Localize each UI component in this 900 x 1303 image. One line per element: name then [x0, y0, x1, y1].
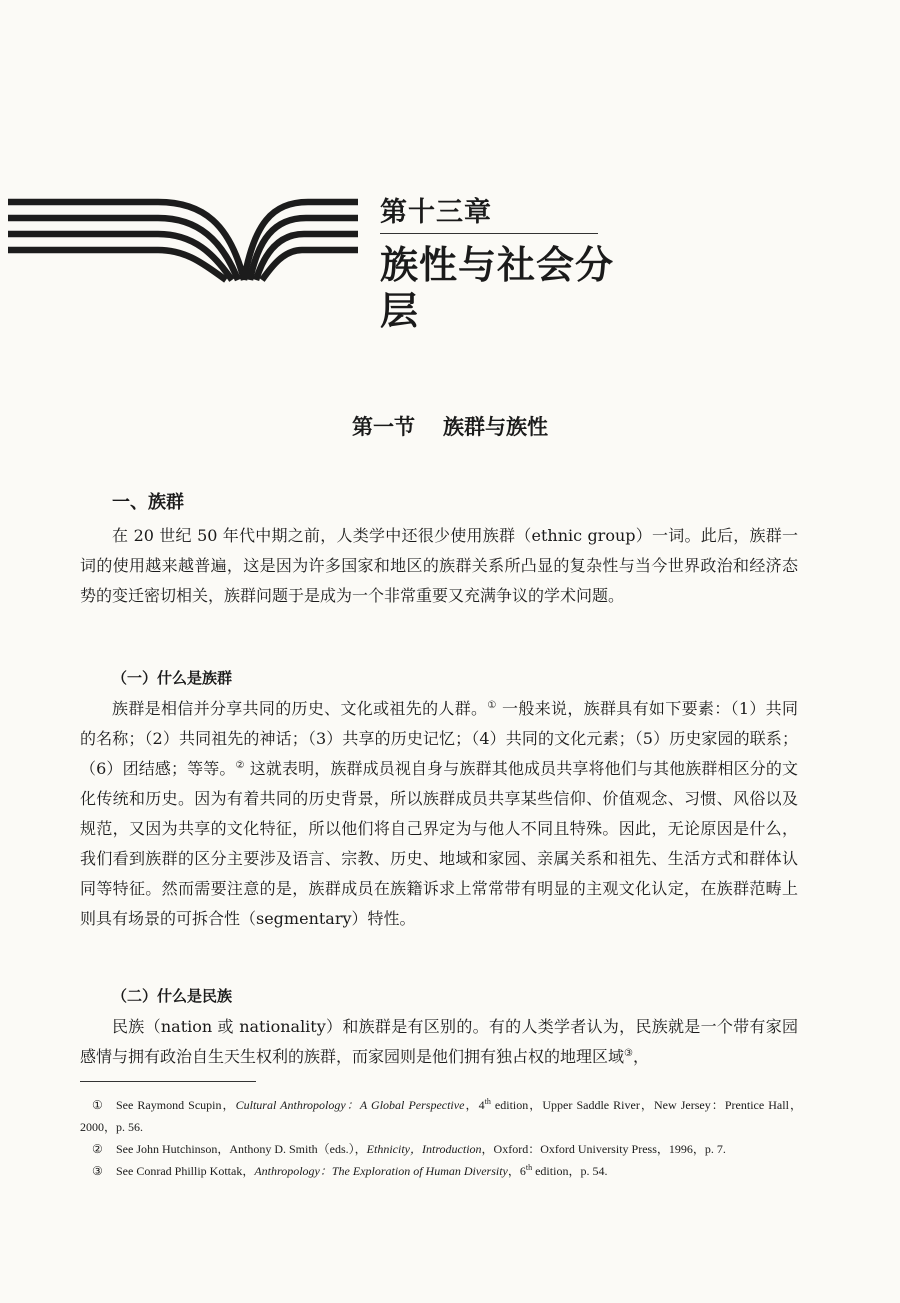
- footnote-book-title: Cultural Anthropology：A Global Perspective: [235, 1098, 465, 1112]
- footnote-divider: [80, 1081, 256, 1082]
- subheading-what-is-ethnic-group: （一）什么是族群: [112, 669, 233, 687]
- footnote-superscript: th: [484, 1097, 491, 1106]
- footnote-item: [80, 1094, 802, 1138]
- footnote-number: ③: [92, 1164, 103, 1178]
- footnote-item: [80, 1160, 802, 1182]
- footnote-text: ，Oxford：Oxford University Press，1996，p. 7.: [481, 1142, 726, 1156]
- footnotes: [80, 1094, 802, 1182]
- subheading-what-is-nation: （二）什么是民族: [112, 987, 233, 1005]
- paragraph-text: 一般来说，族群具有如下要素：（1）共同的名称；（2）共同祖先的神话；（3）共享的历史记忆；（4）共同的文化元素；（5）历史家园的联系；（6）团结感；等等。: [80, 699, 798, 778]
- footnote-text: edition，Upper Saddle River，New Jersey：Prentice Hall，2000，p. 56.: [80, 1098, 802, 1134]
- paragraph-nation-definition: [80, 1012, 798, 1072]
- footnote-text: ，6: [507, 1164, 526, 1178]
- chapter-number: 第十三章: [380, 197, 492, 228]
- paragraph-intro: 在 20 世纪 50 年代中期之前，人类学中还很少使用族群（ethnic group）一词。此后，族群一词的使用越来越普遍，这是因为许多国家和地区的族群关系所凸显的复杂性与当今世界政治和经济态势的变迁密切相关，族群问题于是成为一个非常重要又充满争议的学术问题。: [80, 526, 798, 605]
- footnote-book-title: Ethnicity，Introduction: [366, 1142, 482, 1156]
- book-ornament-icon: [8, 196, 358, 286]
- footnote-book-title: Anthropology：The Exploration of Human Diversity: [254, 1164, 508, 1178]
- paragraph-text: 民族（nation 或 nationality）和族群是有区别的。有的人类学者认为，民族就是一个带有家园感情与拥有政治自生天生权利的族群，而家园则是他们拥有独占权的地理区域: [80, 1017, 798, 1066]
- footnote-superscript: th: [525, 1163, 533, 1172]
- chapter-heading: [380, 195, 630, 334]
- footnote-text: ，4: [464, 1098, 485, 1112]
- section-name: 族群与族性: [443, 415, 548, 439]
- paragraph-text: 族群是相信并分享共同的历史、文化或祖先的人群。: [112, 699, 488, 718]
- heading-ethnic-group: 一、族群: [112, 492, 184, 513]
- paragraph-ethnic-group-definition: [80, 694, 798, 934]
- footnote-ref: ①: [487, 700, 497, 711]
- paragraph-text: ，: [632, 1047, 649, 1066]
- chapter-title: 族性与社会分层: [380, 243, 615, 333]
- section-label: 第一节: [352, 415, 415, 439]
- section-title: [0, 410, 900, 444]
- footnote-text: See John Hutchinson，Anthony D. Smith（eds.），: [116, 1142, 367, 1156]
- footnote-number: ②: [92, 1142, 103, 1156]
- footnote-number: ①: [92, 1098, 103, 1112]
- chapter-divider: [380, 233, 598, 234]
- footnote-text: See Raymond Scupin，: [116, 1098, 236, 1112]
- footnote-ref: ③: [624, 1048, 633, 1059]
- footnote-text: edition，p. 54.: [532, 1164, 608, 1178]
- footnote-text: See Conrad Phillip Kottak，: [116, 1164, 255, 1178]
- footnote-item: [80, 1138, 802, 1160]
- footnote-ref: ②: [235, 760, 245, 771]
- paragraph-text: 这就表明，族群成员视自身与族群其他成员共享将他们与其他族群相区分的文化传统和历史。因为有着共同的历史背景，所以族群成员共享某些信仰、价值观念、习惯、风俗以及规范，又因为共享的文化特征，所以他们将自己界定为与他人不同且特殊。因此，无论原因是什么，我们看到族群的区分主要涉及语言、宗教、历史、地域和家园、亲属关系和祖先、生活方式和群体认同等特征。然而需要注意的是，族群成员在族籍诉求上常常带有明显的主观文化认定，在族群范畴上则具有场景的可拆合性（segmentary）特性。: [80, 759, 798, 928]
